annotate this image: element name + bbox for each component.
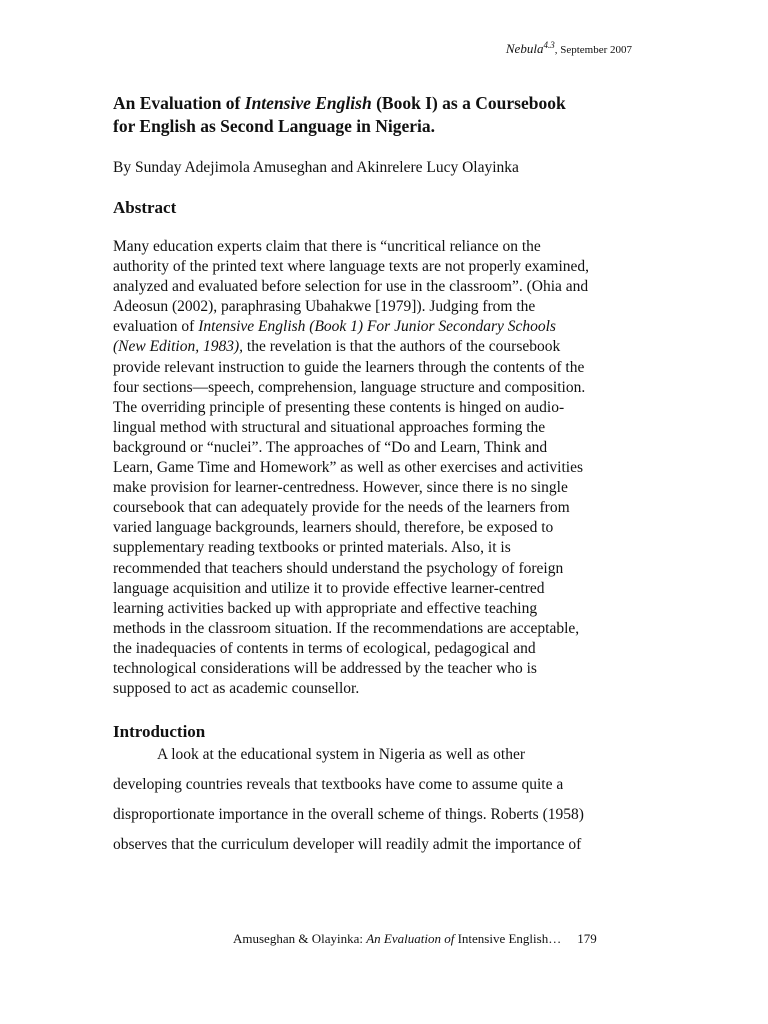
abstract-line: recommended that teachers should understand the psychology of foreign [113,559,564,577]
page-number: 179 [577,931,597,946]
abstract-line: coursebook that can adequately provide for the needs of the learners from [113,499,570,517]
abstract-line: the inadequacies of contents in terms of ecological, pedagogical and [113,639,536,657]
abstract-line: four sections—speech, comprehension, language structure and composition. [113,378,586,396]
abstract-line: varied language backgrounds, learners should, therefore, be exposed to [113,519,554,537]
abstract-text: the revelation is that the authors of the coursebook [243,338,561,356]
abstract-line: Adeosun (2002), paraphrasing Ubahakwe [1979]). Judging from the [113,298,536,316]
journal-issue: 4.3 [543,40,555,50]
abstract-line: Many education experts claim that there is “uncritical reliance on the [113,238,541,255]
abstract-line: lingual method with structural and situational approaches forming the [113,418,546,436]
page-footer [233,931,597,947]
intro-line: developing countries reveals that textbooks have come to assume quite a [113,776,564,793]
footer-authors: Amuseghan & Olayinka: [233,931,367,946]
intro-line: disproportionate importance in the overall scheme of things. Roberts (1958) [113,806,584,823]
abstract-line: make provision for learner-centredness. However, since there is no single [113,479,568,497]
abstract-line: analyzed and evaluated before selection for use in the classroom”. (Ohia and [113,278,589,296]
running-head [506,40,632,57]
abstract-line: Learn, Game Time and Homework” as well as other exercises and activities [113,459,584,477]
abstract-heading: Abstract [113,198,177,217]
abstract-line: authority of the printed text where language texts are not properly examined, [113,258,590,276]
book-title-italic: Intensive English (Book 1) For Junior Secondary Schools [198,318,556,336]
abstract-line: technological considerations will be addressed by the teacher who is [113,659,537,677]
abstract-line: provide relevant instruction to guide the learners through the contents of the [113,358,585,376]
abstract-line: language acquisition and utilize it to provide effective learner-centred [113,579,545,597]
title-line-2: for English as Second Language in Nigeria. [113,116,436,136]
abstract-line [113,337,658,357]
introduction-body [113,740,658,860]
footer-italic: An Evaluation of [366,931,455,946]
introduction-heading: Introduction [113,722,206,741]
abstract-line: The overriding principle of presenting these contents is hinged on audio- [113,398,565,416]
paper-title [113,92,658,138]
abstract-line: background or “nuclei”. The approaches of “Do and Learn, Think and [113,438,548,456]
author-byline: By Sunday Adejimola Amuseghan and Akinrelere Lucy Olayinka [113,159,519,176]
title-part-1: An Evaluation of [113,93,245,113]
abstract-line: supplementary reading textbooks or printed materials. Also, it is [113,539,511,557]
title-italic: Intensive English [244,93,372,113]
footer-title: Intensive English… [454,931,562,946]
abstract-line: methods in the classroom situation. If the recommendations are acceptable, [113,619,580,637]
abstract-line [113,317,658,337]
abstract-body [113,237,658,699]
abstract-text: evaluation of [113,318,199,336]
title-part-2: (Book I) as a Coursebook [371,93,566,113]
journal-date: , September 2007 [554,44,632,56]
intro-line: observes that the curriculum developer will readily admit the importance of [113,836,582,853]
intro-line: A look at the educational system in Nigeria as well as other [157,746,526,763]
abstract-line: learning activities backed up with appropriate and effective teaching [113,599,538,617]
book-edition-italic: (New Edition, 1983), [113,338,244,356]
journal-name: Nebula [505,41,544,56]
abstract-line: supposed to act as academic counsellor. [113,680,360,698]
